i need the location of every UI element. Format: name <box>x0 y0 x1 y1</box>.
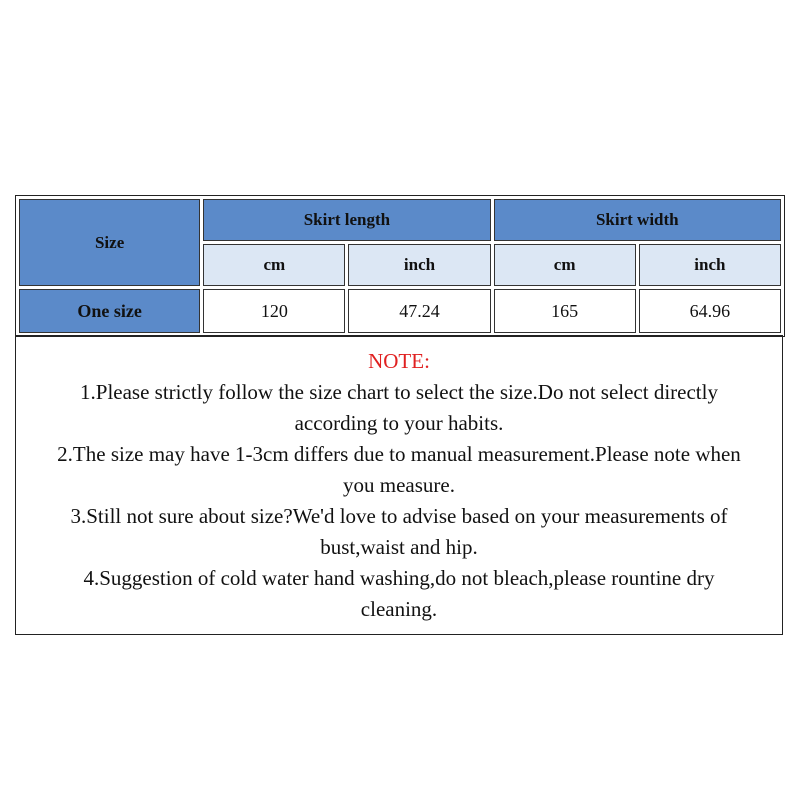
note-line: bust,waist and hip. <box>320 535 478 559</box>
row-label-cell: One size <box>19 289 200 333</box>
note-line: cleaning. <box>360 597 438 621</box>
value-cell: 165 <box>494 289 636 333</box>
value-cell: 64.96 <box>639 289 781 333</box>
skirt-width-header: Skirt width <box>494 199 781 241</box>
unit-cell: inch <box>348 244 490 286</box>
value-cell: 47.24 <box>348 289 490 333</box>
size-header-cell: Size <box>19 199 200 286</box>
note-line: you measure. <box>343 473 455 497</box>
note-box <box>15 335 783 635</box>
skirt-length-header: Skirt length <box>203 199 490 241</box>
note-line: 1.Please strictly follow the size chart to select the size.Do not select directly <box>80 380 718 404</box>
note-line: 4.Suggestion of cold water hand washing,do not bleach,please rountine dry <box>83 566 715 590</box>
note-title: NOTE: <box>368 349 430 373</box>
unit-cell: cm <box>203 244 345 286</box>
note-line: 2.The size may have 1-3cm differs due to manual measurement.Please note when <box>57 442 741 466</box>
table-row <box>19 289 781 333</box>
size-chart-table <box>15 195 785 337</box>
note-line: 3.Still not sure about size?We'd love to advise based on your measurements of <box>70 504 728 528</box>
note-line: according to your habits. <box>294 411 504 435</box>
value-cell: 120 <box>203 289 345 333</box>
table-header-row <box>19 199 781 241</box>
unit-cell: inch <box>639 244 781 286</box>
unit-cell: cm <box>494 244 636 286</box>
